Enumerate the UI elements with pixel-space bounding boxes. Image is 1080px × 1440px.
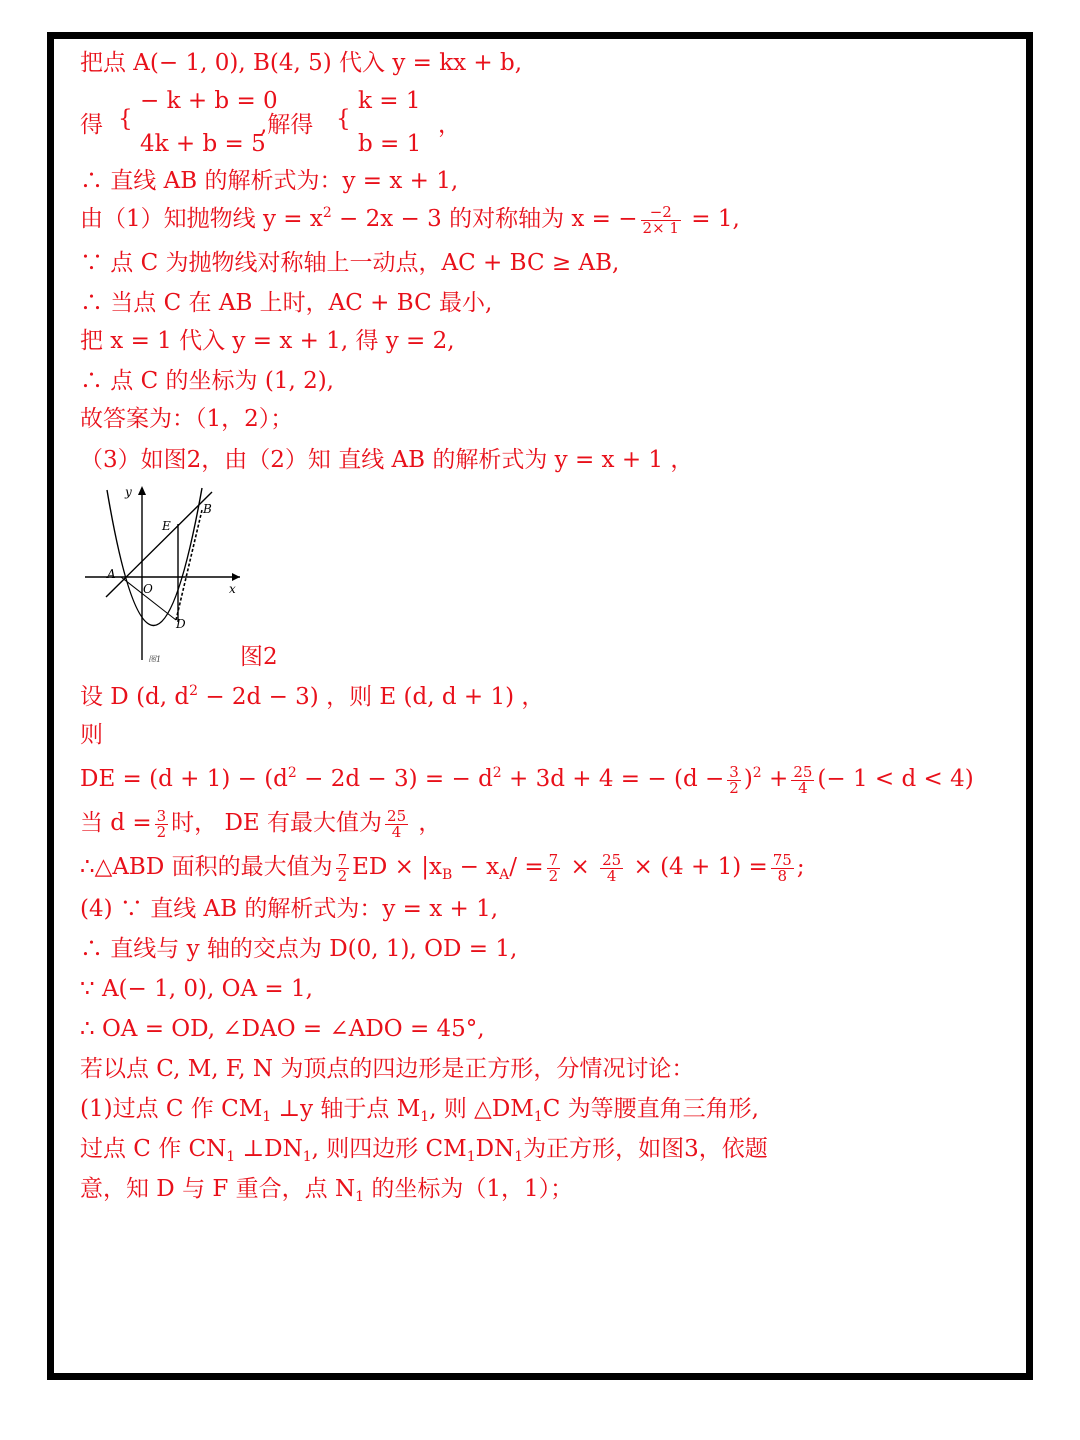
line-area-max: ∴△ABD 面积的最大值为 $\frac{7}{2}$ ED × $|x_B - x_A/$ = $\frac{7}{2}$ × $\frac{25}{4}$ × (4 + 1) = $\frac{75}{8}$ ; — [80, 850, 805, 885]
line-ab — [106, 492, 212, 597]
line-part3-intro: （3）如图2，由（2）知 直线 AB 的解析式为 y = x + 1 ， — [80, 447, 694, 473]
line-min-condition: ∴ 当点 C 在 AB 上时，AC + BC 最小, — [80, 290, 493, 316]
label-x: x — [229, 582, 236, 596]
axis-pre: 由（1）知抛物线 y = x — [80, 206, 323, 232]
label-y: y — [125, 485, 132, 499]
de-frac-2: $\frac{25}{4}$ — [793, 762, 813, 797]
figure-2 — [80, 482, 250, 662]
line-point-c: ∴ 点 C 的坐标为 (1, 2), — [80, 368, 334, 394]
left-brace: { — [118, 106, 133, 132]
system-eq2: 4k + b = 5 — [140, 131, 266, 157]
line-part4-intro: (4) ∵ 直线 AB 的解析式为：y = x + 1, — [80, 896, 499, 922]
line-ab-expression: ∴ 直线 AB 的解析式为：y = x + 1, — [80, 168, 459, 194]
line-answer: 故答案为：（1，2）； — [80, 406, 294, 432]
line-oa: ∵ A(− 1, 0), OA = 1, — [80, 976, 313, 1002]
line-case-1-square: 过点 C 作 $CN_1$ $\perp DN_1$, 则四边形 $CM_1DN_1$为正方形，如图3，依题 — [80, 1136, 768, 1165]
label-e: E — [162, 519, 171, 533]
system-solve: ,解得 — [260, 112, 314, 138]
line-substitute-points: 把点 A(− 1, 0), B(4, 5) 代入 y = kx + b, — [80, 50, 523, 76]
line-de-expression: DE = $(d + 1) - (d^2 - 2d - 3)$ = − $d^2 + 3d + 4$ = − (d − $\frac{3}{2}$ )$^2$ + $\frac{25}{4}$ (− 1 < d < 4) — [80, 762, 974, 797]
figure-caption: 图2 — [240, 644, 278, 670]
label-b: B — [203, 502, 212, 516]
line-axis-of-symmetry — [80, 204, 740, 236]
axis-post: = 1, — [683, 206, 740, 232]
line-bd-dashed — [176, 510, 202, 620]
line-substitute-x: 把 x = 1 代入 y = x + 1, 得 y = 2, — [80, 328, 455, 354]
label-a: A — [107, 567, 116, 581]
line-max-value: 当 d = $\frac{3}{2}$ 时， DE 有最大值为 $\frac{25}{4}$ ， — [80, 806, 442, 841]
system-tail: ， — [438, 112, 461, 138]
line-angles: ∴ OA = OD, ∠DAO = ∠ADO = 45°, — [80, 1016, 485, 1042]
right-brace: { — [336, 106, 351, 132]
axis-fraction: $\frac{-2}{2\times 1}$ — [642, 202, 679, 237]
axis-exp: 2 — [322, 205, 332, 221]
system-eq1: − k + b = 0 — [140, 88, 278, 114]
system-de: 得 — [80, 112, 103, 138]
line-intersection: ∴ 直线与 y 轴的交点为 D(0, 1), OD = 1, — [80, 936, 518, 962]
x-axis-arrow — [232, 573, 240, 581]
line-case-1: (1)过点 C 作 $CM_1$ ⊥y 轴于点 $M_1$, 则 $\triangle DM_1C$ 为等腰直角三角形, — [80, 1096, 759, 1125]
label-o: O — [143, 582, 153, 596]
y-axis-arrow — [138, 486, 146, 495]
label-d: D — [176, 617, 186, 631]
axis-mid: − 2x − 3 的对称轴为 x = − — [331, 206, 638, 232]
parabola — [107, 488, 202, 626]
system-sol2: b = 1 — [358, 131, 422, 157]
line-then: 则 — [80, 722, 103, 748]
line-case-1-result: 意，知 D 与 F 重合，点 $N_1$ 的坐标为（1，1）； — [80, 1176, 574, 1205]
figure-bottom-label: 图1 — [148, 655, 162, 662]
system-sol1: k = 1 — [358, 88, 421, 114]
line-let-d: 设 D (d, $d^2 - 2d - 3$) ，则 E (d, d + 1) ， — [80, 683, 545, 710]
line-moving-point: ∵ 点 C 为抛物线对称轴上一动点，AC + BC ≥ AB, — [80, 250, 620, 276]
line-square-cases: 若以点 C, M, F, N 为顶点的四边形是正方形，分情况讨论： — [80, 1056, 695, 1082]
de-frac-1: $\frac{3}{2}$ — [729, 762, 739, 797]
